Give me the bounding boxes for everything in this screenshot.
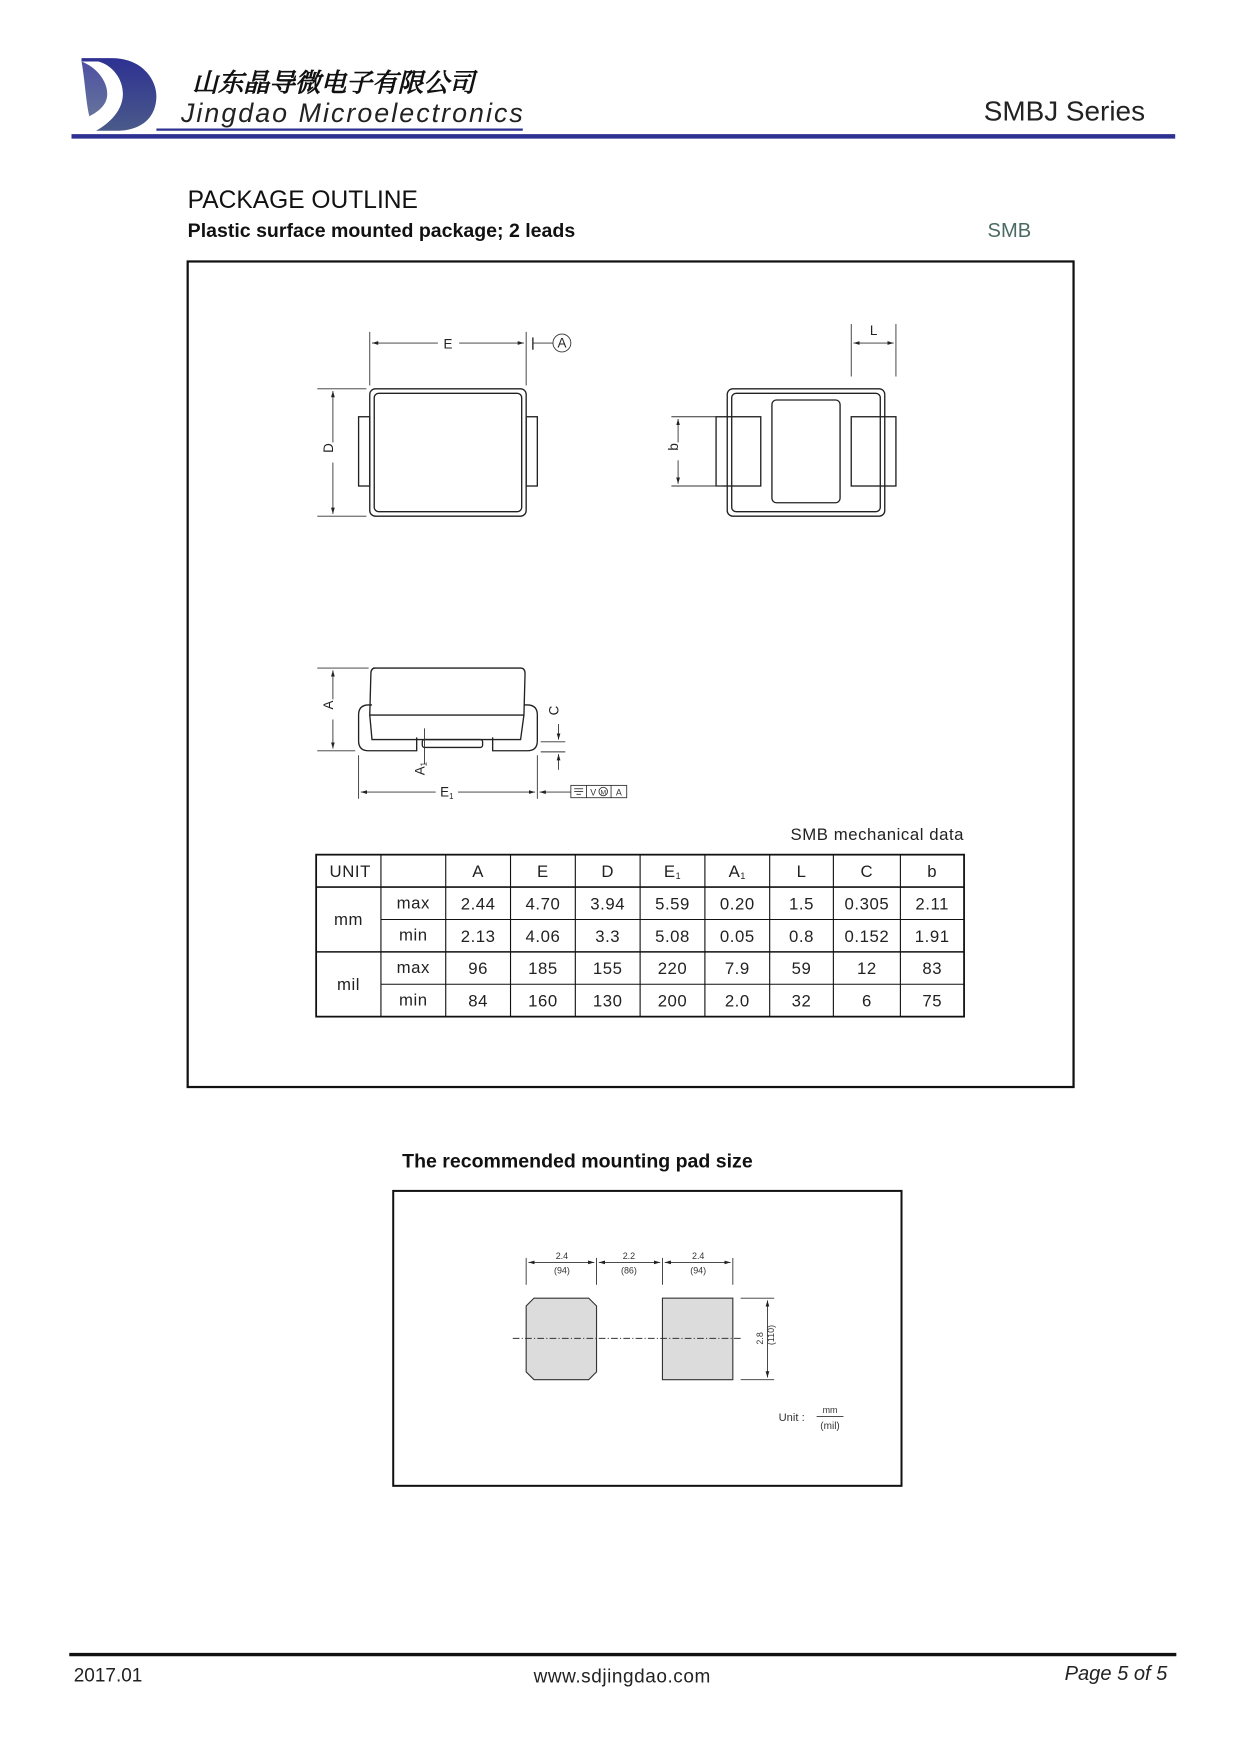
section-title: PACKAGE OUTLINE <box>187 186 418 214</box>
table-header-cell <box>537 862 549 881</box>
table-cell: 3.3 <box>595 926 621 946</box>
table-header-cell <box>472 862 484 881</box>
unit-label: Unit : <box>778 1412 805 1425</box>
table-header-cell <box>601 862 614 881</box>
pad-dim-1-mm: 2.4 <box>555 1251 569 1262</box>
dim-label-A1-sub: 1 <box>419 761 429 767</box>
header-main: L <box>796 862 807 881</box>
header-main: E <box>537 862 549 881</box>
fcf-a: A <box>615 787 622 798</box>
mounting-frame <box>393 1191 901 1486</box>
table-cell: 185 <box>528 959 558 979</box>
top-view-drawing <box>317 332 571 516</box>
table-cell: 130 <box>592 991 623 1011</box>
section-subtitle: Plastic surface mounted package; 2 leads <box>187 219 576 242</box>
table-cell: 12 <box>857 959 877 979</box>
table-cell: 96 <box>468 959 489 979</box>
table-row-label: max <box>396 893 430 913</box>
table-unit-cell: mm <box>334 910 364 930</box>
table-cell: 0.8 <box>789 926 815 946</box>
dim-label-C: C <box>546 705 562 716</box>
pad-dim-3-mil: (94) <box>690 1265 707 1276</box>
mechanical-data-table <box>0 0 964 1017</box>
dim-label-L: L <box>869 323 878 339</box>
table-cell: 5.59 <box>655 894 690 914</box>
header-main: A <box>472 862 484 881</box>
header-main: E <box>663 862 676 881</box>
table-cell: 2.0 <box>724 991 750 1011</box>
dim-label-A: A <box>320 700 336 710</box>
svg-text:A1 <box>413 762 429 775</box>
table-cell: 5.08 <box>655 926 690 946</box>
table-cell: 7.9 <box>724 959 750 979</box>
series-title: SMBJ Series <box>983 95 1146 127</box>
table-header-cell <box>797 862 807 881</box>
table-cell: 2.13 <box>460 926 496 946</box>
company-name-cn: 山东晶导微电子有限公司 <box>192 69 475 98</box>
fcf-v: V <box>590 787 597 798</box>
header-main: UNIT <box>329 862 371 881</box>
header-sub: 1 <box>740 871 746 882</box>
header-main: A <box>728 862 741 881</box>
table-cell: 3.94 <box>590 894 626 914</box>
unit-bottom: (mil) <box>820 1420 840 1432</box>
pad-dim-1-mil: (94) <box>553 1265 570 1276</box>
table-cell: 1.91 <box>914 926 950 946</box>
table-header-cell <box>664 862 681 881</box>
pad-height-mil: (110) <box>766 1324 777 1346</box>
datum-label: A <box>557 335 567 351</box>
dim-label-b: b <box>666 443 682 451</box>
table-row-label: min <box>398 925 428 945</box>
company-name-en: Jingdao Microelectronics <box>180 97 523 128</box>
table-header-cell <box>330 862 371 881</box>
table-cell: 4.70 <box>525 894 561 914</box>
footer-website[interactable]: www.sdjingdao.com <box>533 1666 711 1688</box>
table-cell: 220 <box>657 959 688 979</box>
table-header-cell <box>927 862 937 881</box>
mounting-pad-drawing <box>513 1251 844 1432</box>
mounting-title: The recommended mounting pad size <box>402 1150 753 1173</box>
pad-height-mm: 2.8 <box>754 1332 765 1345</box>
table-cell: 0.152 <box>844 926 890 946</box>
dim-label-D: D <box>320 443 336 453</box>
table-cell: 2.11 <box>915 894 950 914</box>
pad-right <box>662 1298 732 1380</box>
side-view-drawing <box>317 668 626 801</box>
pad-dim-3-mm: 2.4 <box>691 1251 705 1262</box>
header-main: D <box>601 862 615 881</box>
footer-page-number: Page 5 of 5 <box>1064 1663 1168 1686</box>
table-caption: SMB mechanical data <box>790 825 965 845</box>
table-cell: 155 <box>592 959 623 979</box>
table-cell: 0.305 <box>844 894 890 914</box>
header-main: C <box>860 862 874 881</box>
table-cell: 84 <box>468 991 489 1011</box>
pad-left <box>526 1298 596 1380</box>
fcf-m: M <box>600 789 607 797</box>
table-cell: 83 <box>922 959 943 979</box>
table-cell: 200 <box>657 991 688 1011</box>
dim-label-E1: E <box>440 784 450 800</box>
table-unit-cell: mil <box>337 974 361 994</box>
package-name: SMB <box>987 219 1032 242</box>
table-row-label: max <box>396 958 430 978</box>
table-header-cell <box>729 862 746 881</box>
company-logo <box>82 58 157 131</box>
table-cell: 0.20 <box>719 894 755 914</box>
table-cell: 0.05 <box>719 926 755 946</box>
table-header-cell <box>861 862 874 881</box>
table-cell: 2.44 <box>460 894 496 914</box>
dim-label-A1: A <box>412 766 428 776</box>
table-cell: 160 <box>528 991 558 1011</box>
table-cell: 75 <box>922 991 943 1011</box>
table-cell: 59 <box>791 959 812 979</box>
table-cell: 32 <box>791 991 812 1011</box>
table-cell: 4.06 <box>525 926 561 946</box>
table-cell: 1.5 <box>789 894 815 914</box>
dim-label-E1-sub: 1 <box>449 791 454 801</box>
header-sub: 1 <box>675 871 682 882</box>
bottom-view-drawing <box>666 323 896 516</box>
table-row-label: min <box>398 990 428 1010</box>
footer-date: 2017.01 <box>73 1665 143 1687</box>
pad-dim-2-mm: 2.2 <box>622 1251 636 1262</box>
unit-top: mm <box>822 1405 838 1416</box>
svg-text:E1 <box>440 785 453 801</box>
dim-label-E: E <box>443 336 453 352</box>
table-cell: 6 <box>861 991 872 1011</box>
pad-dim-2-mil: (86) <box>620 1265 637 1276</box>
header-main: b <box>927 862 938 881</box>
